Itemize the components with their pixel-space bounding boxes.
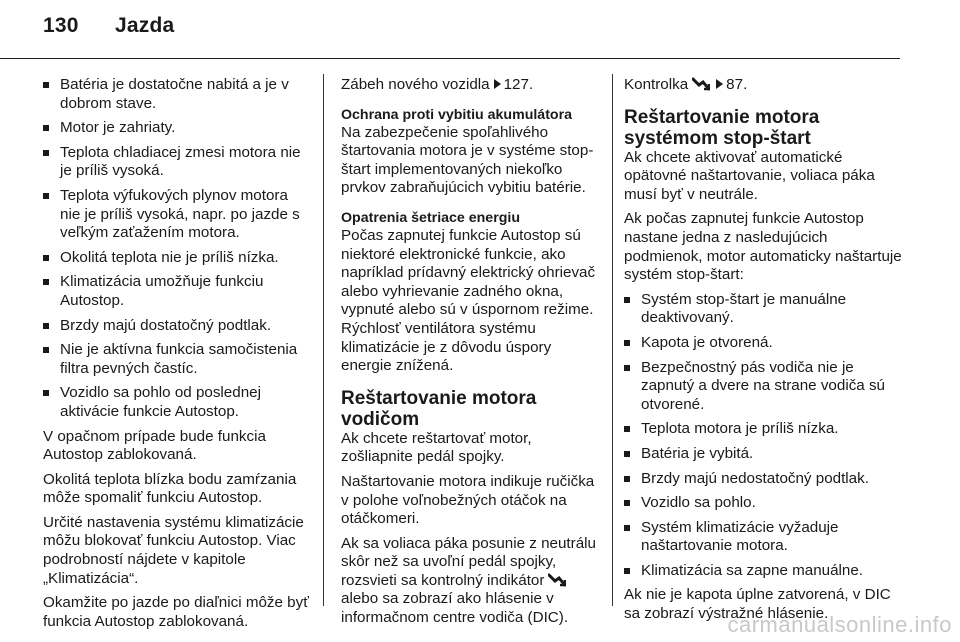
autostop-indicator-icon [692, 77, 710, 91]
paragraph: Okamžite po jazde po diaľnici môže byť funkcia Autostop zablokovaná. [43, 594, 309, 630]
list-item: Systém stop-štart je manuálne deaktivovaný. [624, 291, 909, 328]
paragraph: Určité nastavenia systému klimatizácie môžu blokovať funkciu Autostop. Viac podrobností nájdete v kapitole „Klimatizácia“. [43, 513, 304, 587]
paragraph: Počas zapnutej funkcie Autostop sú niektoré elektronické funkcie, ako napríklad prídavný elektrický ohrievač alebo vyhrievanie zadného okna, vypnuté alebo sú v úspornom režime. Rýchlosť ventilátora systému klimatizácie je z dôvodu úspory energie znížená. [341, 226, 596, 375]
column-divider [323, 74, 324, 606]
list-item: Klimatizácia umožňuje funkciu Autostop. [43, 273, 311, 310]
page-title: Jazda [115, 14, 175, 37]
paragraph: Na zabezpečenie spoľahlivého štartovania motora je v systéme stop-štart implementovaných niekoľko prvkov zabraňujúcich vybitiu batérie. [341, 123, 594, 197]
intro-text: Zábeh nového vozidla [341, 76, 490, 93]
intro-paragraph [341, 76, 606, 95]
column-divider [612, 74, 613, 606]
list-item: Vozidlo sa pohlo. [624, 494, 909, 513]
autostop-indicator-icon [548, 573, 566, 587]
watermark: carmanualsonline.info [727, 612, 952, 637]
list-item: Bezpečnostný pás vodiča nie je zapnutý a dvere na strane vodiča sú otvorené. [624, 359, 909, 415]
paragraph: Ak nie je kapota úplne zatvorená, v DIC sa zobrazí výstražné hlásenie. [624, 586, 891, 623]
intro-reference[interactable]: 127. [503, 76, 534, 93]
list-item: Batéria je dostatočne nabitá a je v dobrom stave. [43, 76, 311, 113]
subheading-energy-saving: Opatrenia šetriace energiu [341, 209, 520, 226]
list-item: Okolitá teplota nie je príliš nízka. [43, 249, 311, 268]
paragraph-text: Ak sa voliaca páka posunie z neutrálu skôr než sa uvoľní pedál spojky, rozsvieti sa kontrolný indikátor [341, 534, 596, 589]
paragraph: Ak chcete aktivovať automatické opätovné naštartovanie, voliaca páka musí byť v neutrále. [624, 148, 875, 203]
list-item: Teplota chladiacej zmesi motora nie je príliš vysoká. [43, 144, 311, 181]
kontrolka-paragraph [624, 76, 909, 95]
page-reference-arrow-icon [716, 79, 723, 89]
page-reference-arrow-icon [494, 79, 501, 89]
list-item: Vozidlo sa pohlo od poslednej aktivácie funkcie Autostop. [43, 384, 311, 421]
page-header [43, 14, 174, 38]
list-item: Klimatizácia sa zapne manuálne. [624, 562, 909, 581]
paragraph: Ak chcete reštartovať motor, zošliapnite pedál spojky. [341, 429, 532, 466]
column-1 [43, 76, 311, 637]
list-item: Teplota výfukových plynov motora nie je príliš vysoká, napr. po jazde s veľkým zaťažením motora. [43, 187, 311, 243]
list-item: Teplota motora je príliš nízka. [624, 420, 909, 439]
paragraph: V opačnom prípade bude funkcia Autostop zablokovaná. [43, 427, 266, 464]
paragraph: Ak počas zapnutej funkcie Autostop nastane jedna z nasledujúcich podmienok, motor automaticky naštartuje systém stop-štart: [624, 210, 902, 284]
list-item: Brzdy majú nedostatočný podtlak. [624, 470, 909, 489]
list-item: Brzdy majú dostatočný podtlak. [43, 317, 311, 336]
page-number: 130 [43, 14, 79, 37]
heading-system-restart: Reštartovanie motora systémom stop-štart [624, 106, 820, 149]
subheading-battery-protection: Ochrana proti vybitiu akumulátora [341, 106, 572, 123]
list-item: Motor je zahriaty. [43, 119, 311, 138]
list-item: Batéria je vybitá. [624, 445, 909, 464]
kontrolka-text: Kontrolka [624, 76, 689, 93]
kontrolka-reference[interactable]: 87. [726, 76, 748, 93]
list-item: Kapota je otvorená. [624, 334, 909, 353]
paragraph-text: alebo sa zobrazí ako hlásenie v informačnom centre vodiča (DIC). [341, 590, 569, 627]
header-rule [0, 58, 900, 59]
heading-driver-restart: Reštartovanie motora vodičom [341, 387, 537, 430]
list-item: Systém klimatizácie vyžaduje naštartovanie motora. [624, 519, 909, 556]
paragraph: Naštartovanie motora indikuje ručička v polohe voľnobežných otáčok na otáčkomeri. [341, 472, 595, 528]
column-3 [624, 76, 909, 630]
column-2 [341, 76, 606, 634]
paragraph [341, 535, 606, 628]
list-item: Nie je aktívna funkcia samočistenia filtra pevných častíc. [43, 341, 311, 378]
paragraph: Okolitá teplota blízka bodu zamŕzania môže spomaliť funkciu Autostop. [43, 470, 297, 507]
